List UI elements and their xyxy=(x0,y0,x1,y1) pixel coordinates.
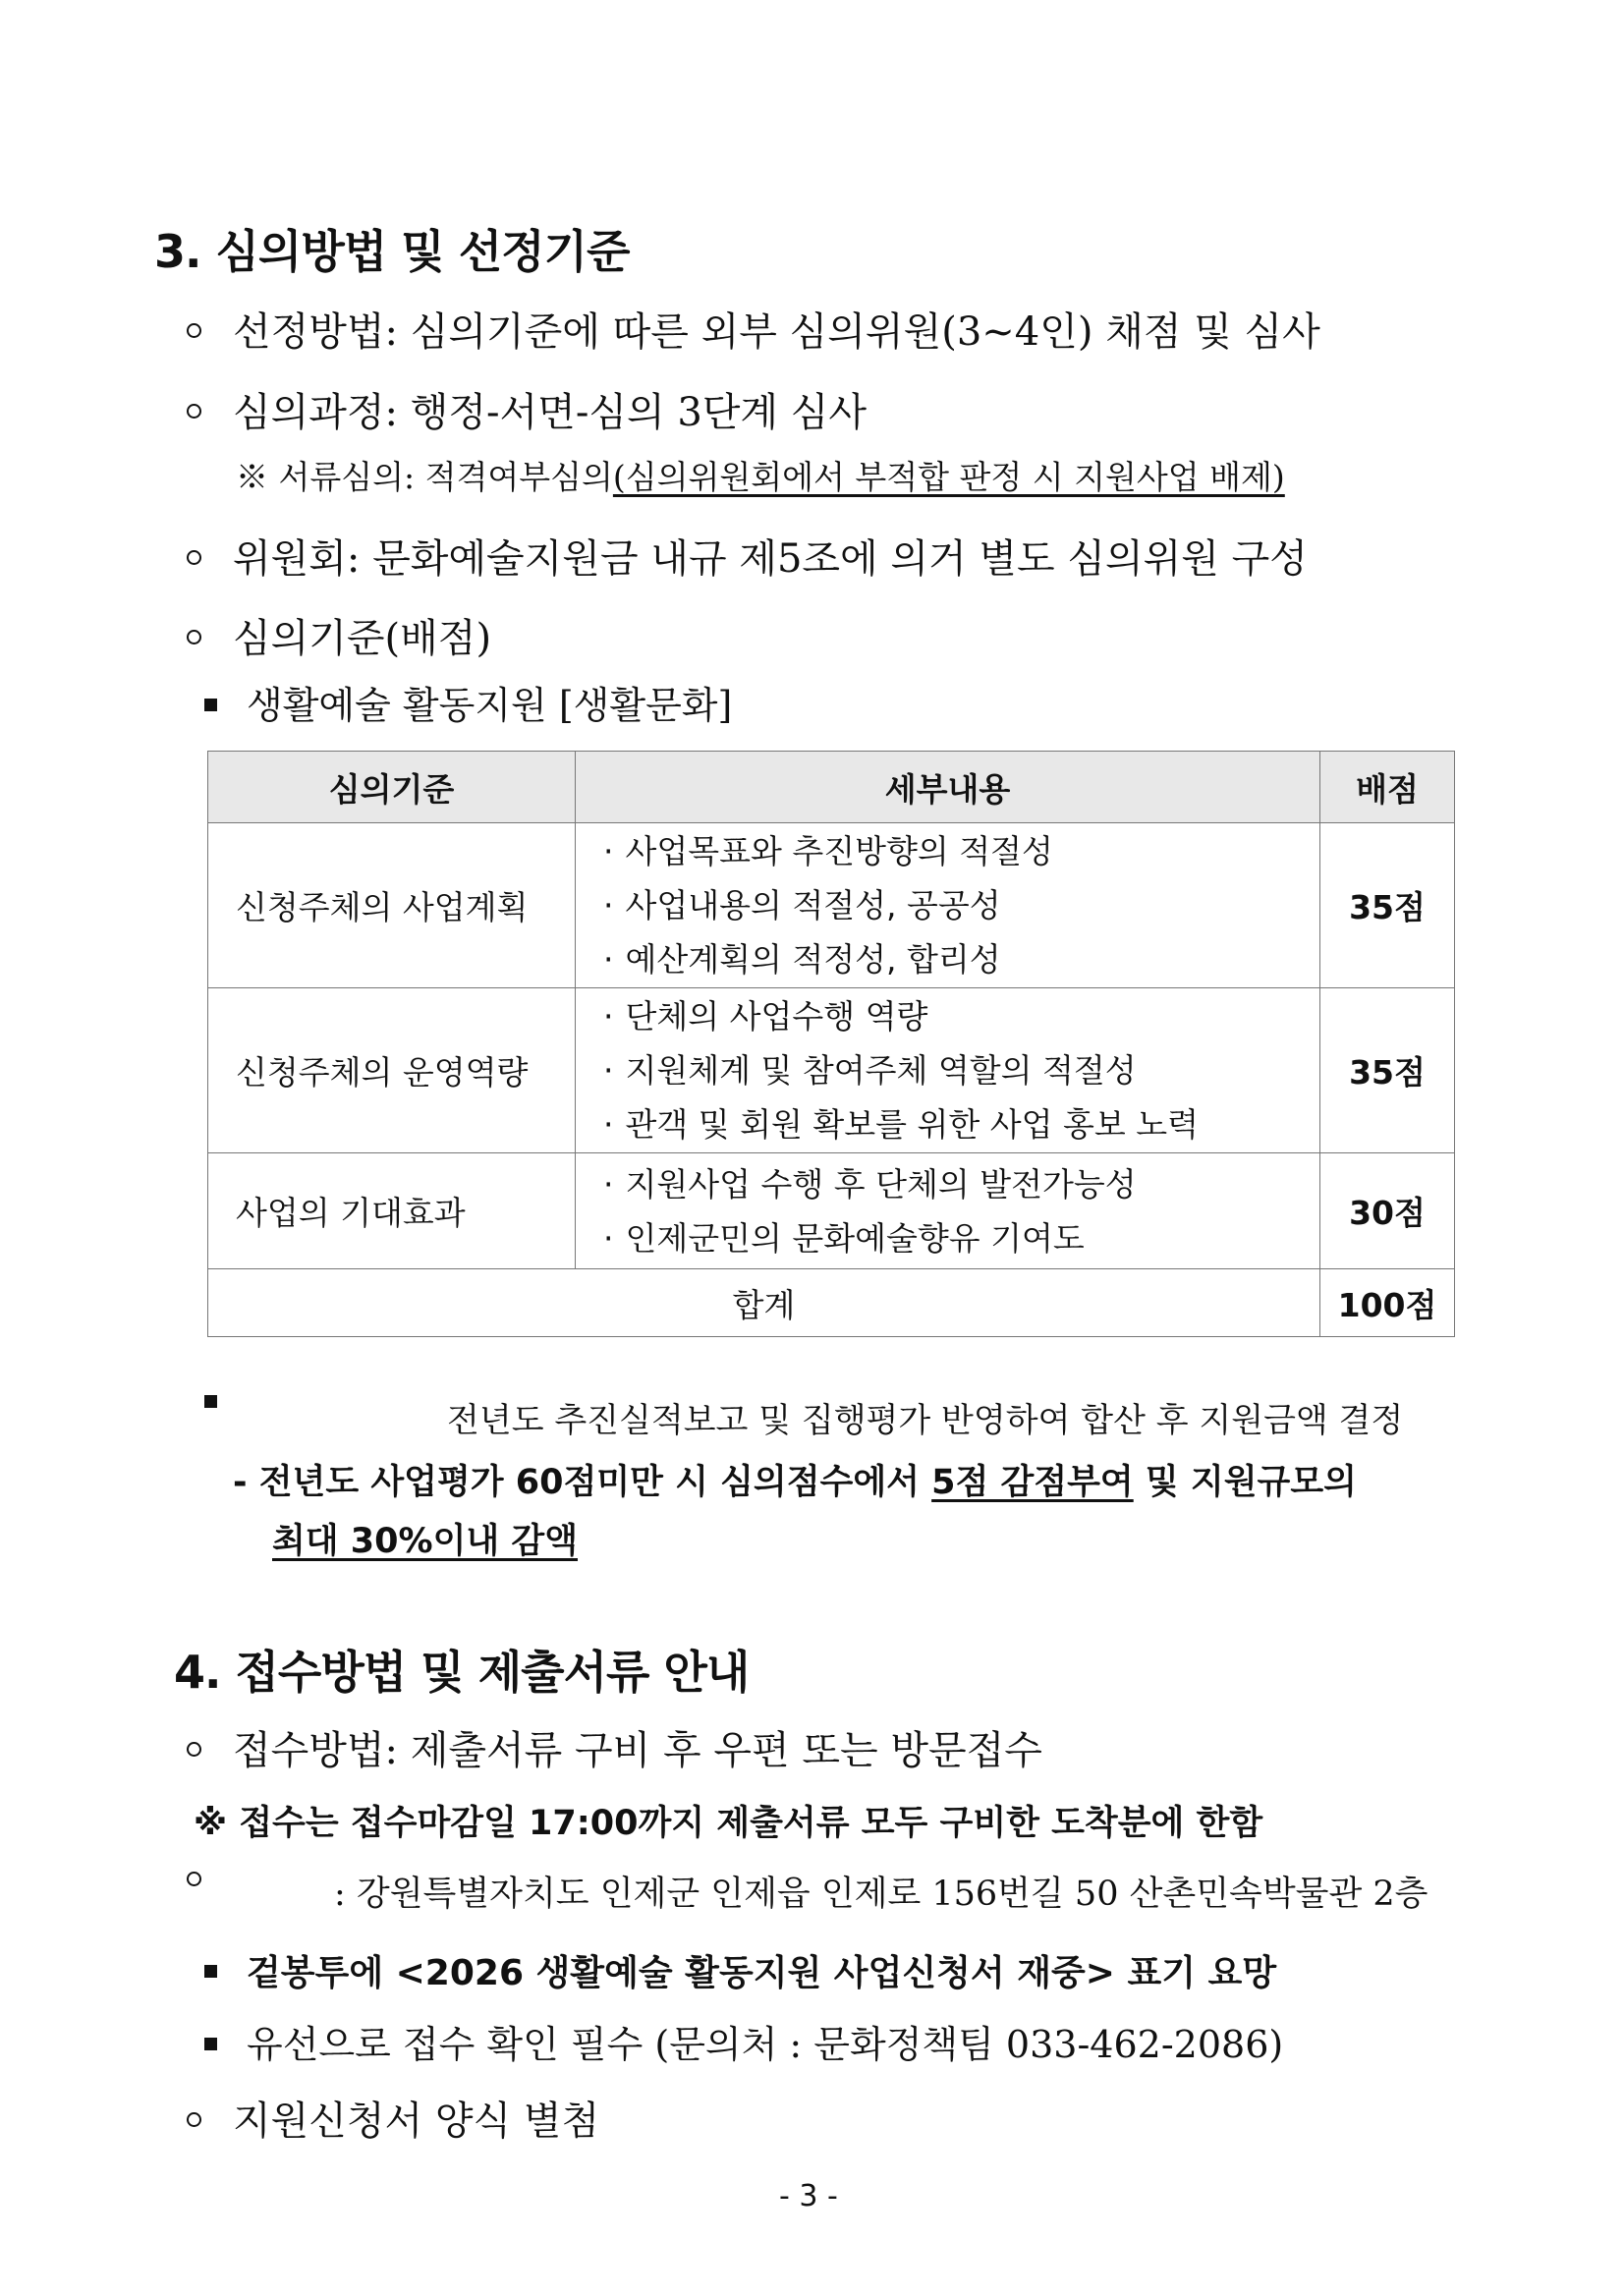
detail-line: · 단체의 사업수행 역량 xyxy=(603,997,928,1036)
row-criterion: 신청주체의 운영역량 xyxy=(208,988,576,1153)
circle-bullet-icon xyxy=(187,1742,201,1757)
row-score: 35점 xyxy=(1320,823,1455,988)
total-label: 합계 xyxy=(208,1269,1320,1337)
detail-line: · 예산계획의 적정성, 합리성 xyxy=(603,940,1001,979)
phone-text: 유선으로 접수 확인 필수 (문의처 : 문화정책팀 033-462-2086) xyxy=(247,2023,1284,2066)
row-details xyxy=(576,988,1320,1153)
phone-item xyxy=(204,2014,1283,2068)
criteria-text: 심의기준(배점) xyxy=(233,616,492,661)
detail-line: · 사업목표와 추진방향의 적절성 xyxy=(603,832,1053,870)
deduction-underlined: 5점 감점부여 xyxy=(931,1463,1134,1502)
deduction-line-1 xyxy=(233,1455,1357,1504)
note-prefix: ※ 서류심의: 적격여부심의 xyxy=(236,458,613,496)
sub-heading-text: 생활예술 활동지원 [생활문화] xyxy=(247,684,733,727)
header-details: 세부내용 xyxy=(576,752,1320,823)
row-details xyxy=(576,823,1320,988)
circle-bullet-icon xyxy=(187,323,201,338)
detail-line: · 관객 및 회원 확보를 위한 사업 홍보 노력 xyxy=(603,1105,1199,1144)
selection-method-item xyxy=(187,301,1320,357)
address-item xyxy=(187,1874,233,1892)
document-review-note xyxy=(236,452,1285,498)
square-bullet-icon xyxy=(204,1395,217,1408)
circle-bullet-icon xyxy=(187,630,201,644)
header-criterion: 심의기준 xyxy=(208,752,576,823)
row-details xyxy=(576,1153,1320,1269)
deduction-line-2: 최대 30%이내 감액 xyxy=(272,1522,579,1561)
table-row xyxy=(208,823,1455,988)
square-bullet-icon xyxy=(204,699,217,711)
criteria-item xyxy=(187,607,491,663)
square-bullet-icon xyxy=(204,1965,217,1978)
receipt-method-text: 접수방법: 제출서류 구비 후 우편 또는 방문접수 xyxy=(233,1728,1042,1773)
row-score: 35점 xyxy=(1320,988,1455,1153)
row-criterion: 신청주체의 사업계획 xyxy=(208,823,576,988)
deduction-part2: 및 지원규모의 xyxy=(1133,1463,1357,1502)
form-text: 지원신청서 양식 별첨 xyxy=(233,2099,600,2144)
selection-method-text: 선정방법: 심의기준에 따른 외부 심의위원(3~4인) 채점 및 심사 xyxy=(233,309,1320,355)
table-row xyxy=(208,1153,1455,1269)
past-performance-text: 전년도 추진실적보고 및 집행평가 반영하여 합산 후 지원금액 결정 xyxy=(447,1401,1404,1440)
receipt-method-item xyxy=(187,1719,1042,1775)
total-score: 100점 xyxy=(1320,1269,1455,1337)
form-item xyxy=(187,2090,599,2146)
address-text: : 강원특별자치도 인제군 인제읍 인제로 156번길 50 산촌민속박물관 2층 xyxy=(334,1875,1428,1914)
page-number: - 3 - xyxy=(779,2179,838,2213)
row-criterion: 사업의 기대효과 xyxy=(208,1153,576,1269)
header-score: 배점 xyxy=(1320,752,1455,823)
circle-bullet-icon xyxy=(187,1872,201,1886)
envelope-item xyxy=(204,1945,1276,1995)
review-process-text: 심의과정: 행정-서면-심의 3단계 심사 xyxy=(233,390,868,435)
detail-line: · 인제군민의 문화예술향유 기여도 xyxy=(603,1218,1085,1258)
note-underlined: (심의위원회에서 부적합 판정 시 지원사업 배제) xyxy=(612,458,1285,496)
square-bullet-icon xyxy=(204,2038,217,2050)
table-row xyxy=(208,988,1455,1153)
detail-line: · 사업내용의 적절성, 공공성 xyxy=(603,886,1001,924)
past-performance-item xyxy=(204,1395,247,1414)
table-total-row xyxy=(208,1269,1455,1337)
table-header-row xyxy=(208,752,1455,823)
deduction-part1: 전년도 사업평가 60점미만 시 심의점수에서 xyxy=(258,1463,932,1502)
circle-bullet-icon xyxy=(187,2112,201,2127)
committee-text: 위원회: 문화예술지원금 내규 제5조에 의거 별도 심의위원 구성 xyxy=(233,536,1308,582)
deadline-note: ※ 접수는 접수마감일 17:00까지 제출서류 모두 구비한 도착분에 한함 xyxy=(194,1804,1263,1843)
sub-heading xyxy=(204,675,732,729)
section-4-title: 4. 접수방법 및 제출서류 안내 xyxy=(174,1646,750,1699)
section-3-title: 3. 심의방법 및 선정기준 xyxy=(154,225,630,278)
dash: - xyxy=(233,1463,259,1502)
circle-bullet-icon xyxy=(187,550,201,565)
detail-line: · 지원체계 및 참여주체 역할의 적절성 xyxy=(603,1051,1137,1090)
envelope-text: 겉봉투에 <2026 생활예술 활동지원 사업신청서 재중> 표기 요망 xyxy=(247,1953,1277,1993)
review-process-item xyxy=(187,381,867,437)
row-score: 30점 xyxy=(1320,1153,1455,1269)
circle-bullet-icon xyxy=(187,404,201,419)
criteria-table xyxy=(207,751,1455,1337)
committee-item xyxy=(187,528,1308,584)
detail-line: · 지원사업 수행 후 단체의 발전가능성 xyxy=(603,1164,1137,1204)
